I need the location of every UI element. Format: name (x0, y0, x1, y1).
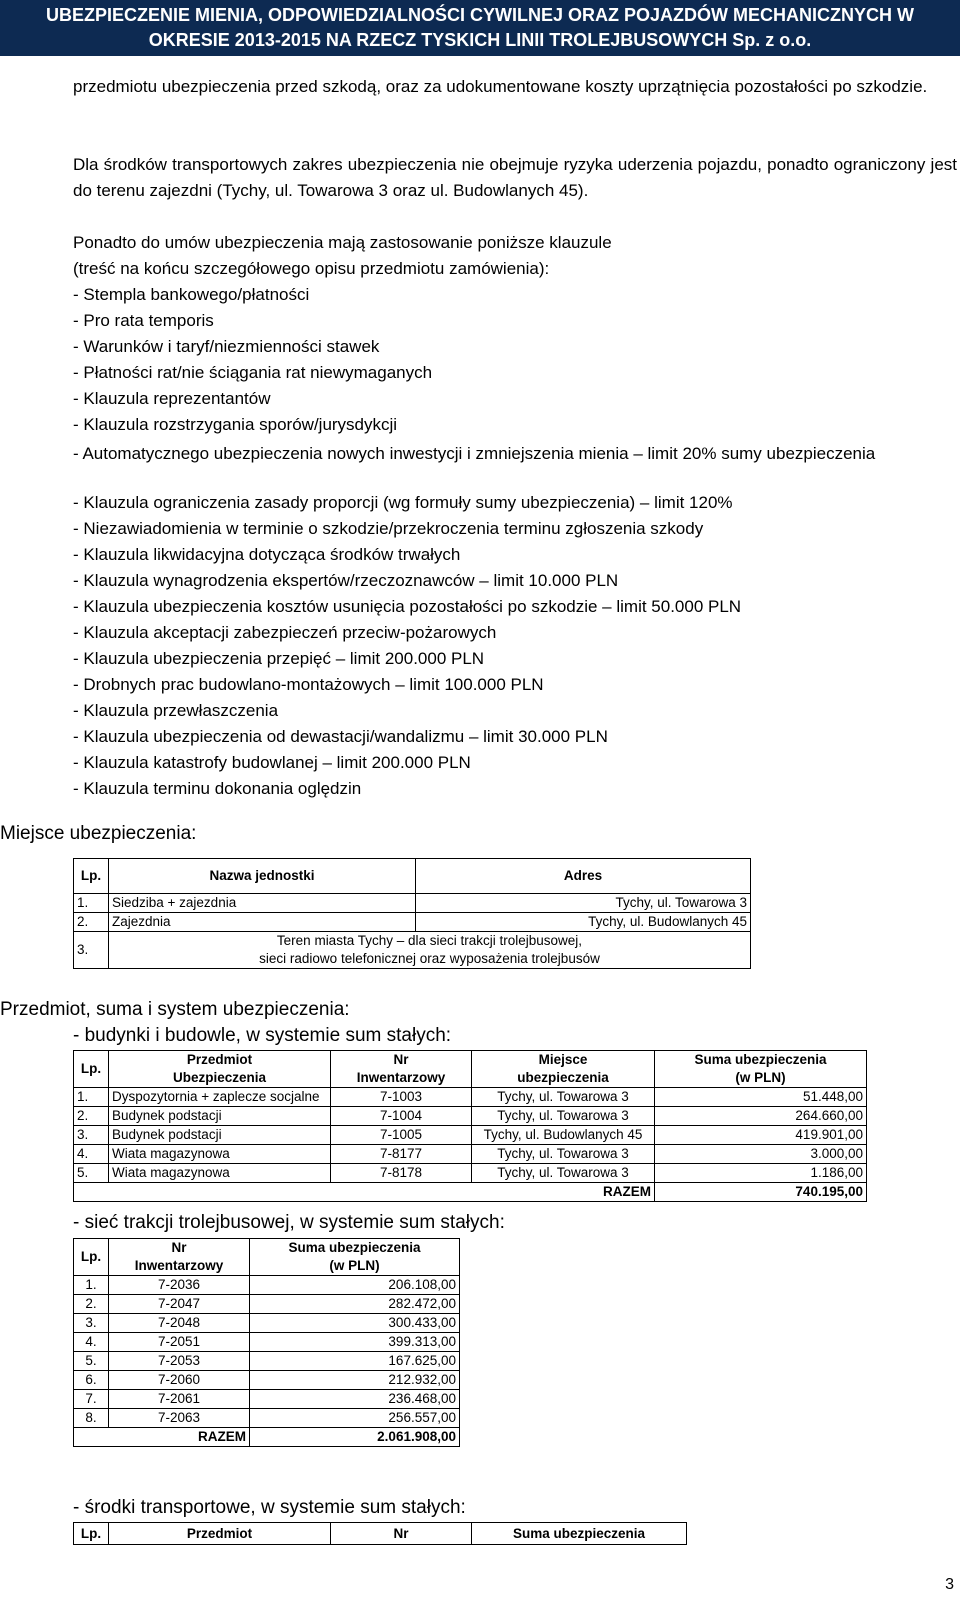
total-label: RAZEM (74, 1428, 250, 1447)
table-cell: 236.468,00 (250, 1390, 460, 1409)
clause-item: - Niezawiadomienia w terminie o szkodzie/przekroczenia terminu zgłoszenia szkody (73, 519, 704, 538)
location-section-title: Miejsce ubezpieczenia: (0, 823, 197, 844)
table-row (74, 1276, 460, 1295)
buildings-table (73, 1050, 867, 1202)
header-line: Miejsce (538, 1052, 588, 1067)
table-row (74, 1145, 867, 1164)
document-header (0, 0, 960, 56)
clause-item: - Klauzula ubezpieczenia od dewastacji/wandalizmu – limit 30.000 PLN (73, 727, 608, 746)
clause-item: - Klauzula ograniczenia zasady proporcji (wg formuły sumy ubezpieczenia) – limit 120% (73, 493, 733, 512)
header-line: Inwentarzowy (356, 1070, 446, 1085)
network-table (73, 1238, 460, 1447)
table-row (74, 1390, 460, 1409)
table-cell: 7-2036 (109, 1276, 250, 1295)
column-header (109, 1051, 331, 1088)
table-total-row (74, 1428, 460, 1447)
header-line: Przedmiot (186, 1052, 253, 1067)
table-cell: 1. (74, 894, 109, 913)
table-cell: 419.901,00 (655, 1126, 867, 1145)
table-header-row (74, 1239, 460, 1276)
table-cell: 7-8177 (331, 1145, 472, 1164)
table-cell: 4. (74, 1333, 109, 1352)
table-cell: 1. (74, 1088, 109, 1107)
header-line: Inwentarzowy (134, 1258, 224, 1273)
buildings-subtitle: - budynki i budowle, w systemie sum stałych: (73, 1025, 452, 1046)
table-cell: 3. (74, 1126, 109, 1145)
clause-item: - Klauzula katastrofy budowlanej – limit 200.000 PLN (73, 753, 471, 772)
total-label: RAZEM (74, 1183, 655, 1202)
subject-section-title: Przedmiot, suma i system ubezpieczenia: (0, 999, 350, 1020)
clause-item: - Klauzula terminu dokonania oględzin (73, 779, 362, 798)
table-cell-line: Teren miasta Tychy – dla sieci trakcji trolejbusowej, (276, 933, 583, 948)
table-cell: 2. (74, 913, 109, 932)
table-header-row (74, 1051, 867, 1088)
table-row (74, 1371, 460, 1390)
clause-item: - Drobnych prac budowlano-montażowych – limit 100.000 PLN (73, 675, 544, 694)
table-cell: Tychy, ul. Towarowa 3 (472, 1107, 655, 1126)
clause-item: - Klauzula akceptacji zabezpieczeń przeciw-pożarowych (73, 623, 497, 642)
table-cell: Tychy, ul. Towarowa 3 (472, 1164, 655, 1183)
column-header: Lp. (74, 859, 109, 894)
clause-item: - Klauzula przewłaszczenia (73, 701, 279, 720)
clause-item: - Automatycznego ubezpieczenia nowych inwestycji i zmniejszenia mienia – limit 20% sumy ubezpieczenia (73, 444, 876, 463)
table-cell: Zajezdnia (109, 913, 416, 932)
table-cell: 7-8178 (331, 1164, 472, 1183)
column-header (655, 1051, 867, 1088)
table-row (74, 1314, 460, 1333)
table-row (74, 932, 751, 969)
table-cell: 6. (74, 1371, 109, 1390)
table-cell: Tychy, ul. Towarowa 3 (472, 1088, 655, 1107)
table-cell: 7-2061 (109, 1390, 250, 1409)
clause-item: - Stempla bankowego/płatności (73, 285, 310, 304)
clause-item: - Płatności rat/nie ściągania rat niewymaganych (73, 363, 433, 382)
table-row (74, 1333, 460, 1352)
column-header (109, 1239, 250, 1276)
table-cell: 212.932,00 (250, 1371, 460, 1390)
table-row (74, 913, 751, 932)
table-cell: 3.000,00 (655, 1145, 867, 1164)
header-line: (w PLN) (735, 1070, 786, 1085)
table-header-row (74, 859, 751, 894)
table-row (74, 1164, 867, 1183)
table-cell: 7-1005 (331, 1126, 472, 1145)
table-total-row (74, 1183, 867, 1202)
table-cell: 5. (74, 1164, 109, 1183)
header-line: Suma ubezpieczenia (694, 1052, 827, 1067)
table-cell: 1.186,00 (655, 1164, 867, 1183)
total-value: 740.195,00 (655, 1183, 867, 1202)
total-value: 2.061.908,00 (250, 1428, 460, 1447)
clause-item: - Klauzula ubezpieczenia przepięć – limit 200.000 PLN (73, 649, 485, 668)
table-cell: 2. (74, 1107, 109, 1126)
table-cell: Budynek podstacji (109, 1126, 331, 1145)
table-cell: 206.108,00 (250, 1276, 460, 1295)
table-cell: 51.448,00 (655, 1088, 867, 1107)
column-header: Adres (416, 859, 751, 894)
header-line-1: UBEZPIECZENIE MIENIA, ODPOWIEDZIALNOŚCI CYWILNEJ ORAZ POJAZDÓW MECHANICZNYCH W (45, 5, 914, 25)
table-row (74, 1088, 867, 1107)
intro-paragraph-3a: Ponadto do umów ubezpieczenia mają zastosowanie poniższe klauzule (73, 233, 612, 252)
column-header: Nr (331, 1523, 472, 1545)
table-cell (109, 932, 751, 969)
table-cell-line: sieci radiowo telefonicznej oraz wyposażenia trolejbusów (259, 951, 600, 966)
table-cell: 256.557,00 (250, 1409, 460, 1428)
column-header (472, 1051, 655, 1088)
table-cell: 7-1003 (331, 1088, 472, 1107)
table-cell: Tychy, ul. Budowlanych 45 (472, 1126, 655, 1145)
clause-item: - Klauzula wynagrodzenia ekspertów/rzeczoznawców – limit 10.000 PLN (73, 571, 619, 590)
table-cell: Tychy, ul. Towarowa 3 (416, 894, 751, 913)
table-cell: Budynek podstacji (109, 1107, 331, 1126)
table-cell: Siedziba + zajezdnia (109, 894, 416, 913)
header-line: ubezpieczenia (517, 1070, 609, 1085)
table-cell: Wiata magazynowa (109, 1145, 331, 1164)
header-line: Suma ubezpieczenia (288, 1240, 421, 1255)
column-header: Nazwa jednostki (109, 859, 416, 894)
location-table (73, 858, 751, 969)
column-header: Lp. (74, 1239, 109, 1276)
header-line: Ubezpieczenia (172, 1070, 267, 1085)
table-row (74, 894, 751, 913)
table-cell: 8. (74, 1409, 109, 1428)
transport-subtitle: - środki transportowe, w systemie sum stałych: (73, 1497, 466, 1518)
transport-table (73, 1522, 687, 1545)
header-line: (w PLN) (329, 1258, 380, 1273)
table-cell: 3. (74, 932, 109, 969)
table-cell: 7-2053 (109, 1352, 250, 1371)
intro-paragraph-3b: (treść na końcu szczegółowego opisu przedmiotu zamówienia): (73, 259, 550, 278)
table-cell: 264.660,00 (655, 1107, 867, 1126)
table-cell: 7-2063 (109, 1409, 250, 1428)
table-cell: 2. (74, 1295, 109, 1314)
network-subtitle: - sieć trakcji trolejbusowej, w systemie sum stałych: (73, 1212, 505, 1233)
page-number: 3 (945, 1576, 954, 1593)
table-cell: 167.625,00 (250, 1352, 460, 1371)
column-header (331, 1051, 472, 1088)
intro-paragraph-1: przedmiotu ubezpieczenia przed szkodą, oraz za udokumentowane koszty uprzątnięcia pozostałości po szkodzie. (73, 77, 928, 96)
table-row (74, 1409, 460, 1428)
header-line-2: OKRESIE 2013-2015 NA RZECZ TYSKICH LINII TROLEJBUSOWYCH Sp. z o.o. (148, 30, 812, 50)
table-row (74, 1352, 460, 1371)
table-cell: 1. (74, 1276, 109, 1295)
table-cell: 300.433,00 (250, 1314, 460, 1333)
column-header: Lp. (74, 1051, 109, 1088)
column-header: Suma ubezpieczenia (472, 1523, 687, 1545)
column-header (250, 1239, 460, 1276)
clause-item: - Klauzula likwidacyjna dotycząca środków trwałych (73, 545, 461, 564)
table-cell: 4. (74, 1145, 109, 1164)
table-row (74, 1107, 867, 1126)
table-cell: Wiata magazynowa (109, 1164, 331, 1183)
table-cell: 7. (74, 1390, 109, 1409)
column-header: Przedmiot (109, 1523, 331, 1545)
clause-item: - Warunków i taryf/niezmienności stawek (73, 337, 380, 356)
intro-paragraph-2: Dla środków transportowych zakres ubezpieczenia nie obejmuje ryzyka uderzenia pojazdu, ponadto ograniczony jest do terenu zajezdni (Tychy, ul. Towarowa 3 oraz ul. Budowlanych 45). (73, 155, 957, 200)
table-cell: 399.313,00 (250, 1333, 460, 1352)
header-line: Nr (393, 1052, 409, 1067)
table-cell: Dyspozytornia + zaplecze socjalne (109, 1088, 331, 1107)
table-cell: 282.472,00 (250, 1295, 460, 1314)
clause-item: - Klauzula ubezpieczenia kosztów usunięcia pozostałości po szkodzie – limit 50.000 PLN (73, 597, 742, 616)
table-header-row (74, 1523, 687, 1545)
table-cell: 7-2060 (109, 1371, 250, 1390)
table-row (74, 1295, 460, 1314)
clause-item: - Klauzula rozstrzygania sporów/jurysdykcji (73, 415, 398, 434)
table-row (74, 1126, 867, 1145)
table-cell: 7-2048 (109, 1314, 250, 1333)
table-cell: Tychy, ul. Budowlanych 45 (416, 913, 751, 932)
header-line: Nr (171, 1240, 187, 1255)
clause-item: - Pro rata temporis (73, 311, 214, 330)
column-header: Lp. (74, 1523, 109, 1545)
table-cell: 7-2047 (109, 1295, 250, 1314)
table-cell: Tychy, ul. Towarowa 3 (472, 1145, 655, 1164)
table-cell: 7-1004 (331, 1107, 472, 1126)
clause-item: - Klauzula reprezentantów (73, 389, 271, 408)
table-cell: 7-2051 (109, 1333, 250, 1352)
table-cell: 5. (74, 1352, 109, 1371)
table-cell: 3. (74, 1314, 109, 1333)
